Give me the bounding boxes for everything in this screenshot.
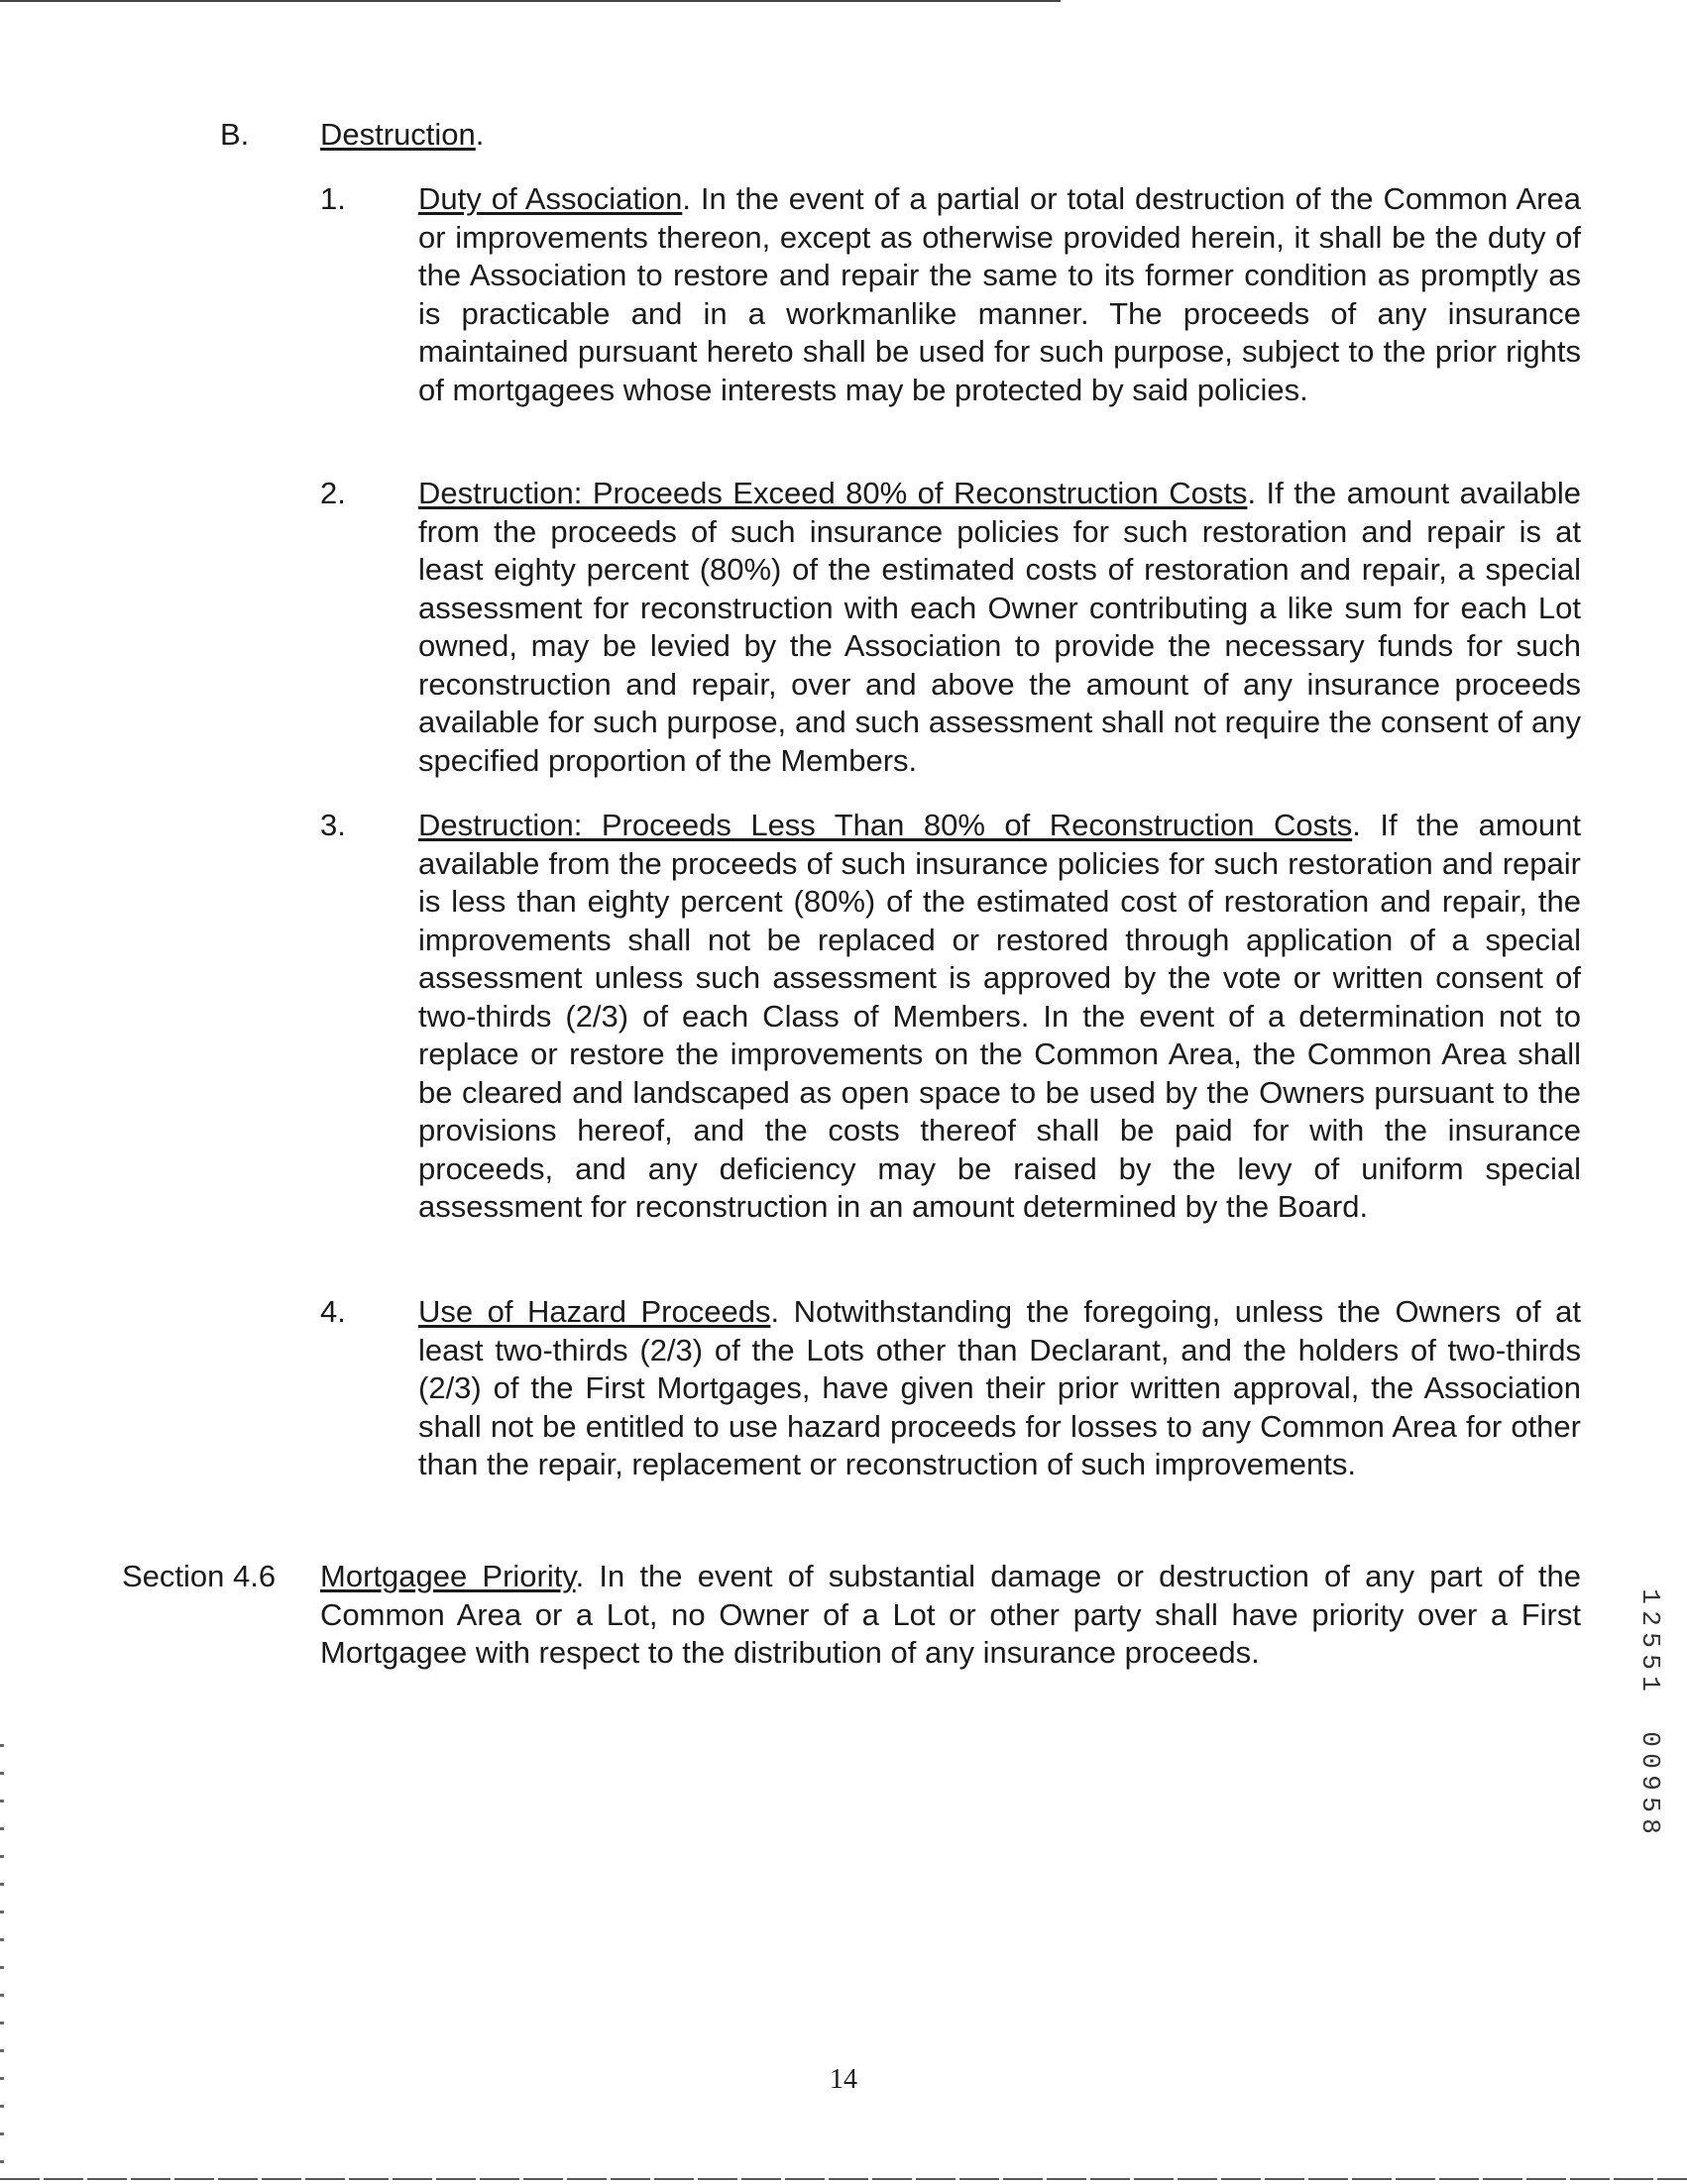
item-heading: Use of Hazard Proceeds [418,1294,771,1329]
section-4-6-label: Section 4.6 [122,1559,277,1593]
item-number: 2. [320,476,346,510]
list-item [320,475,1581,780]
item-heading: Duty of Association [418,181,683,216]
section-4-6-heading: Mortgagee Priority [320,1559,576,1593]
list-item [320,1293,1581,1484]
page-number: 14 [830,2064,857,2095]
item-body [418,180,1581,409]
section-b-title-punct: . [475,117,485,152]
item-number: 3. [320,808,346,842]
stamp-digit: 0 [1635,1731,1665,1747]
side-stamp [1637,1585,1667,1837]
item-heading: Destruction: Proceeds Exceed 80% of Reconstruction Costs [418,476,1248,510]
bottom-rule [0,2178,1687,2180]
stamp-digit: 5 [1635,1654,1665,1670]
item-body [418,475,1581,780]
stamp-digit: 8 [1635,1818,1665,1834]
list-item [320,180,1581,409]
item-text: . If the amount available from the proceeds of such insurance policies for such restoration and repair is less than eighty percent (80%) of the estimated cost of restoration and repair, the improvements shall not be replaced or restored through application of a special assessment unless such assessment is approved by the vote or written consent of two-thirds (2/3) of each Class of Members. In the event of a determination not to replace or restore the improvements on the Common Area, the Common Area shall be cleared and landscaped as open space to be used by the Owners pursuant to the provisions hereof, and the costs thereof shall be paid for with the insurance proceeds, and any deficiency may be raised by the levy of uniform special assessment for reconstruction in an amount determined by the Board. [418,808,1582,1224]
stamp-digit: 5 [1635,1797,1665,1812]
item-number: 1. [320,181,346,216]
item-body [418,807,1581,1227]
stamp-digit: 1 [1635,1676,1665,1692]
stamp-digit: 0 [1635,1753,1665,1769]
stamp-digit: 1 [1635,1588,1665,1604]
item-number: 4. [320,1294,346,1329]
scan-edge-marks [0,1744,4,2170]
stamp-gap [1635,1696,1669,1726]
section-4-6-text: . In the event of substantial damage or destruction of any part of the Common Area or a Lot, no Owner of a Lot or other party shall have priority over a First Mortgagee with respect to the distribution of any insurance proceeds. [320,1559,1582,1670]
stamp-digit: 9 [1635,1775,1665,1791]
section-b-title-text: Destruction [320,117,476,152]
section-b-title [320,117,484,153]
item-text: . Notwithstanding the foregoing, unless the Owners of at least two-thirds (2/3) of the Lots other than Declarant, and the holders of two-thirds (2/3) of the First Mortgages, have given their prior written approval, the Association shall not be entitled to use hazard proceeds for losses to any Common Area for other than the repair, replacement or reconstruction of such improvements. [418,1294,1582,1481]
item-text: . If the amount available from the proceeds of such insurance policies for such restoration and repair is at least eighty percent (80%) of the estimated costs of restoration and repair, a special assessment for reconstruction with each Owner contributing a like sum for each Lot owned, may be levied by the Association to provide the necessary funds for such reconstruction and repair, over and above the amount of any insurance proceeds available for such purpose, and such assessment shall not require the consent of any specified proportion of the Members. [418,476,1581,778]
stamp-digit: 5 [1635,1632,1665,1648]
section-b-label: B. [220,117,250,152]
list-item [320,807,1581,1227]
top-rule [0,0,1061,2]
section-4-6-body [320,1558,1581,1673]
item-body [418,1293,1581,1484]
section-4-6 [122,1558,1581,1673]
item-heading: Destruction: Proceeds Less Than 80% of Reconstruction Costs [418,808,1353,842]
stamp-digit: 2 [1635,1610,1665,1626]
item-text: . In the event of a partial or total destruction of the Common Area or improvements thereon, except as otherwise provided herein, it shall be the duty of the Association to restore and repair the same to its former condition as promptly as is practicable and in a workmanlike manner. The proceeds of any insurance maintained pursuant hereto shall be used for such purpose, subject to the prior rights of mortgagees whose interests may be protected by said policies. [418,181,1581,407]
